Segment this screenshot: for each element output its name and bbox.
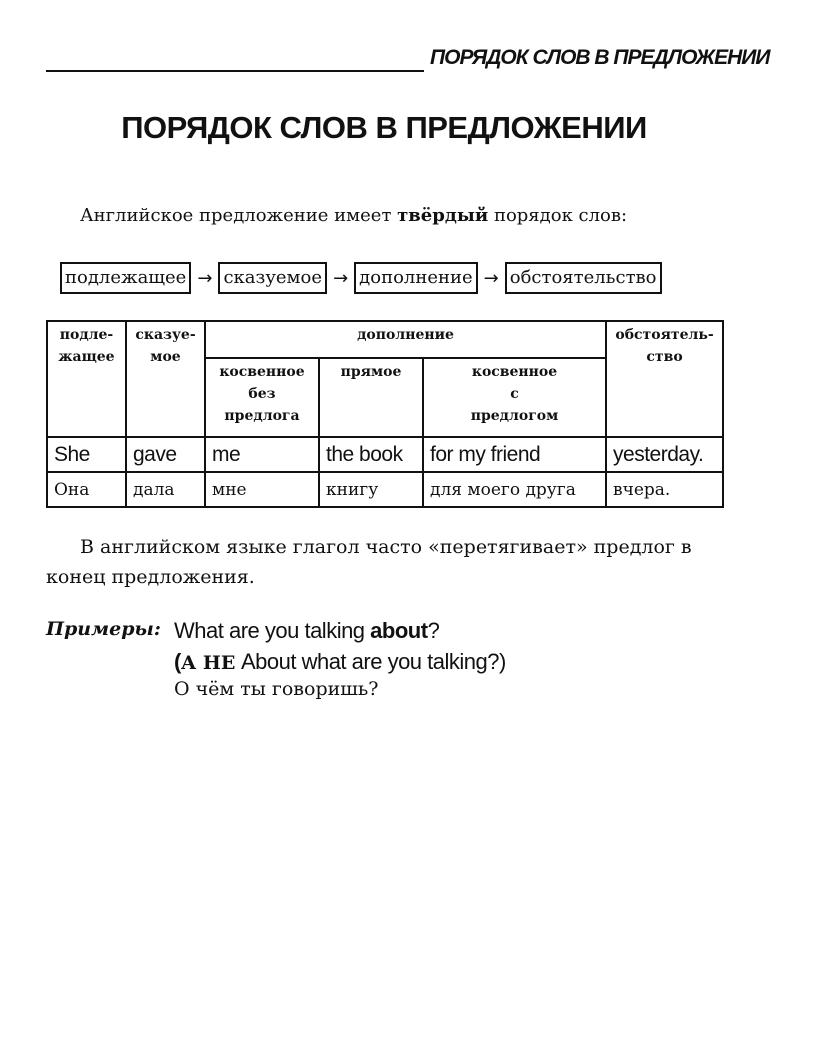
order-box-subject: подлежащее [60,262,191,294]
table-cell: yesterday. [606,437,723,472]
table-cell: Она [47,472,126,507]
table-cell: для моего друга [423,472,606,507]
example-line-translation: О чём ты говоришь? [174,678,379,700]
word-order-table [46,320,724,508]
header-indirect-prep [423,358,606,437]
header-indirect-prep-label: косвенное с предлогом [470,363,559,424]
example-line-english [174,618,439,644]
running-head [46,44,770,74]
intro-sentence [80,205,627,226]
running-head-text: ПОРЯДОК СЛОВ В ПРЕДЛОЖЕНИИ [430,46,770,69]
table-cell: me [205,437,319,472]
header-indirect-no-prep [205,358,319,437]
intro-bold-word: твёрдый [397,205,489,226]
right-arrow-icon: → [333,267,349,289]
intro-text-start: Английское предложение имеет [80,205,398,226]
example-open-paren: ( [174,649,181,674]
word-order-scheme [60,262,662,294]
table-cell: дала [126,472,205,507]
examples-label: Примеры: [46,618,161,640]
header-adverbial-label: обстоятель- ство [615,327,714,365]
header-adverbial [606,321,723,437]
header-predicate-label: сказуе- мое [135,327,196,365]
header-indirect-no-prep-label: косвенное без предлога [219,363,305,424]
header-subject-label: подле- жащее [58,327,115,365]
example-text: What are you talking [174,618,371,643]
example-question-mark: ? [427,618,440,643]
table-header-row [47,321,723,358]
table-row-russian [47,472,723,507]
page-title: ПОРЯДОК СЛОВ В ПРЕДЛОЖЕНИИ [121,110,647,145]
order-box-adverbial: обстоятельство [505,262,662,294]
table-cell: the book [319,437,423,472]
example-not-label: А НЕ [180,652,236,674]
running-head-rule [46,70,424,72]
table-cell: gave [126,437,205,472]
header-predicate [126,321,205,437]
intro-text-end: порядок слов: [488,205,628,226]
preposition-paragraph: В английском языке глагол часто «перетягивает» предлог в конец предложения. [46,536,692,588]
table-row-english [47,437,723,472]
order-box-object: дополнение [354,262,477,294]
example-wrong-text: About what are you talking?) [235,649,506,674]
table-cell: вчера. [606,472,723,507]
table-cell: She [47,437,126,472]
table-cell: for my friend [423,437,606,472]
header-direct: прямое [319,358,423,437]
example-line-wrong [174,649,506,675]
right-arrow-icon: → [197,267,213,289]
header-object: дополнение [205,321,606,358]
table-cell: книгу [319,472,423,507]
example-bold-preposition: about [370,618,428,643]
table-cell: мне [205,472,319,507]
order-box-predicate: сказуемое [218,262,327,294]
right-arrow-icon: → [483,267,499,289]
header-subject [47,321,126,437]
